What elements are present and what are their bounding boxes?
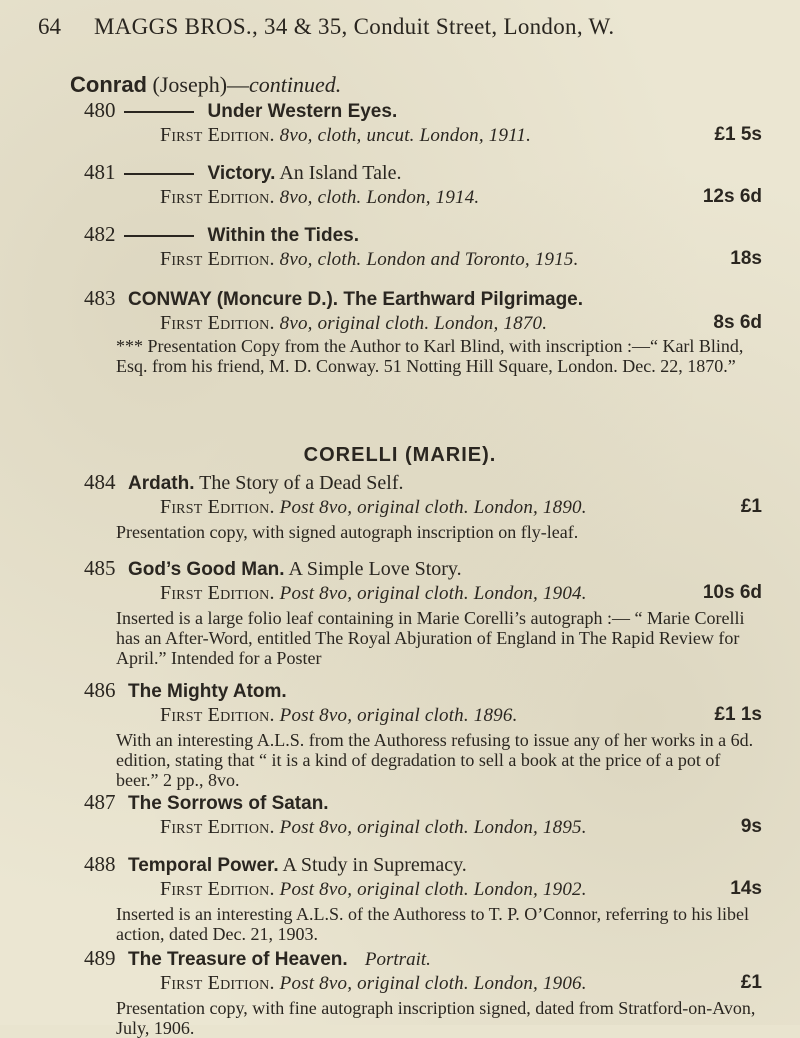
ditto-dash — [124, 235, 194, 237]
entry-edition-line: First Edition. Post 8vo, original cloth. London, 1904. — [160, 582, 587, 604]
entry-price: 18s — [730, 248, 762, 269]
entry-price: £1 — [740, 972, 762, 993]
entry-note: Inserted is a large folio leaf containing in Marie Corelli’s autograph :— “ Marie Corelli has an After-Word, entitled The Royal Abjuration of England in The Rapid Review for April.” Intended for a Poster — [116, 608, 745, 668]
entry-number: 481 — [84, 160, 116, 184]
entry-note: *** Presentation Copy from the Author to Karl Blind, with inscription :—“ Karl Blind, Esq. from his friend, M. D. Conway. 51 Notting Hill Square, London. Dec. 22, 1870.” — [116, 336, 744, 376]
entry-price: 12s 6d — [702, 186, 762, 207]
entry-number: 484 — [84, 470, 116, 494]
entry-price: £1 1s — [714, 704, 762, 725]
page-header: MAGGS BROS., 34 & 35, Conduit Street, London, W. — [94, 14, 615, 39]
page-number: 64 — [38, 14, 61, 39]
entry-number: 488 — [84, 852, 116, 876]
entry-edition-line: First Edition. 8vo, cloth. London and Toronto, 1915. — [160, 248, 579, 270]
entry-title-line — [84, 678, 287, 703]
entry-number: 483 — [84, 286, 116, 310]
section-author-heading: CORELLI (MARIE). — [303, 444, 497, 466]
entry-subtitle: A Simple Love Story. — [284, 558, 462, 580]
entry-number: 487 — [84, 790, 116, 814]
entry-title: The Sorrows of Satan. — [128, 793, 329, 814]
entry-edition-line: First Edition. Post 8vo, original cloth. London, 1895. — [160, 816, 587, 838]
ditto-dash — [124, 111, 194, 113]
author-continued: continued. — [249, 72, 342, 97]
entry-price: 14s — [730, 878, 762, 899]
entry-title: CONWAY (Moncure D.). — [128, 289, 339, 310]
entry-title-line — [84, 790, 329, 815]
entry-edition-line: First Edition. Post 8vo, original cloth. London, 1890. — [160, 496, 587, 518]
entry-subtitle: Portrait. — [364, 949, 431, 970]
entry-number: 486 — [84, 678, 116, 702]
entry-note: Inserted is an interesting A.L.S. of the Authoress to T. P. O’Connor, referring to his libel action, dated Dec. 21, 1903. — [116, 904, 750, 944]
entry-title: Within the Tides. — [207, 225, 359, 246]
entry-title: Ardath. — [128, 473, 195, 494]
entry-title-line — [84, 222, 359, 247]
entry-edition-line: First Edition. 8vo, cloth. London, 1914. — [160, 186, 480, 208]
entry-edition-line: First Edition. Post 8vo, original cloth. London, 1902. — [160, 878, 587, 900]
entry-title-line — [84, 852, 467, 877]
entry-note: Presentation copy, with signed autograph inscription on fly-leaf. — [116, 522, 579, 542]
entry-title: The Mighty Atom. — [128, 681, 287, 702]
entry-note: Presentation copy, with fine autograph inscription signed, dated from Stratford-on-Avon, July, 1906. — [116, 998, 756, 1038]
entry-title: God’s Good Man. — [128, 559, 285, 580]
entry-edition-line: First Edition. Post 8vo, original cloth. 1896. — [160, 704, 518, 726]
entry-title-line — [84, 556, 462, 581]
author-rest: (Joseph)— — [147, 72, 250, 97]
entry-title-line — [84, 470, 404, 495]
entry-note: With an interesting A.L.S. from the Authoress refusing to issue any of her works in a 6d. edition, stating that “ it is a kind of degradation to sell a book at the price of a pot of beer.” 2 pp., 8vo. — [116, 730, 754, 790]
entry-title-line — [84, 946, 431, 971]
entry-subtitle: The Earthward Pilgrimage. — [338, 289, 584, 310]
entry-subtitle: An Island Tale. — [275, 162, 402, 184]
entry-edition-line: First Edition. Post 8vo, original cloth. London, 1906. — [160, 972, 587, 994]
entry-title-line — [84, 286, 583, 311]
author-heading — [70, 72, 341, 98]
entry-title: Temporal Power. — [128, 855, 279, 876]
ditto-dash — [124, 173, 194, 175]
entry-price: 9s — [740, 816, 762, 837]
entry-title-line — [84, 98, 397, 123]
entry-edition-line: First Edition. 8vo, cloth, uncut. London, 1911. — [160, 124, 532, 146]
entry-price: £1 5s — [714, 124, 762, 145]
entry-title: Under Western Eyes. — [207, 101, 398, 122]
entry-number: 480 — [84, 98, 116, 122]
entry-subtitle: A Study in Supremacy. — [278, 854, 467, 876]
entry-price: £1 — [740, 496, 762, 517]
entry-title: Victory. — [207, 163, 276, 184]
entry-number: 485 — [84, 556, 116, 580]
entry-number: 482 — [84, 222, 116, 246]
author-name: Conrad — [70, 72, 147, 97]
entry-edition-line: First Edition. 8vo, original cloth. London, 1870. — [160, 312, 548, 334]
entry-price: 8s 6d — [713, 312, 762, 333]
entry-subtitle: The Story of a Dead Self. — [194, 472, 404, 494]
entry-title: The Treasure of Heaven. — [128, 949, 348, 970]
entry-price: 10s 6d — [702, 582, 762, 603]
entry-number: 489 — [84, 946, 116, 970]
entry-title-line — [84, 160, 401, 185]
